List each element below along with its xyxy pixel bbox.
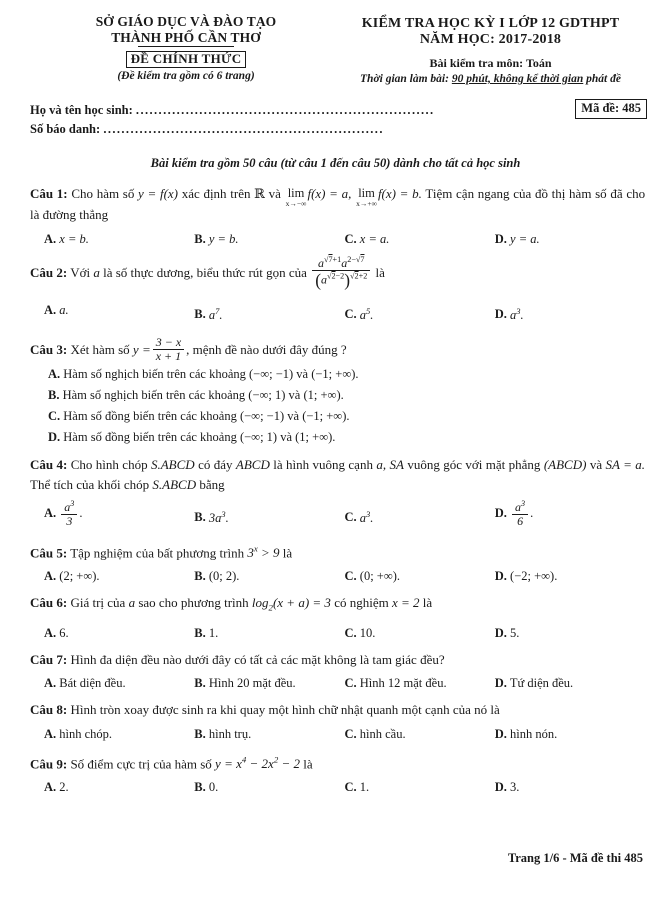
q3-fraction: $\frac{3 - x}{x + 1}$ <box>153 336 184 364</box>
q4-opt-c-text: $a^3$. <box>359 508 374 525</box>
question-2-option-c[interactable] <box>345 295 495 329</box>
q4-sa: SA <box>389 457 404 473</box>
q3-opt-c-text: Hàm số đồng biến trên các khoảng (−∞; −1) và (−1; +∞). <box>63 409 350 424</box>
q7-opt-a-text: Bát diện đều. <box>59 676 126 691</box>
question-7-option-c[interactable] <box>345 673 495 693</box>
q1-opt-a-letter: A. <box>44 231 57 246</box>
q6-opt-d-text: 5. <box>510 625 520 640</box>
question-9-label: Câu 9: <box>30 755 68 771</box>
q2-variable: a <box>93 264 100 280</box>
q4-text-part-6: Thể tích của khối chóp <box>30 476 150 492</box>
question-2-label: Câu 2: <box>30 264 68 280</box>
question-4-option-d[interactable]: D. $\frac{a^3}{6}$ . <box>494 498 534 529</box>
q1-limit-1-value: f(x) = a, <box>307 186 352 201</box>
q1-text-part-2: xác định trên ℝ và <box>181 186 281 201</box>
question-8-stem <box>30 700 645 720</box>
q4-opt-d-fraction: $\frac{a^3}{6}$ <box>512 499 528 529</box>
question-2-option-d[interactable] <box>495 295 645 329</box>
exam-code-badge: Mã đề: 485 <box>575 99 647 119</box>
q9-opt-b-letter: B. <box>194 780 206 795</box>
question-6-option-b[interactable] <box>194 623 344 643</box>
q3-opt-a-letter: A. <box>48 367 61 382</box>
question-8-option-c[interactable] <box>345 724 495 744</box>
question-3-option-a[interactable] <box>30 364 645 385</box>
question-6 <box>30 593 645 642</box>
q3-opt-b-text: Hàm số nghịch biến trên các khoảng (−∞; 1) và (1; +∞). <box>62 388 344 403</box>
question-9-option-d[interactable] <box>495 777 645 797</box>
q6-root: x = 2 <box>391 595 420 611</box>
q2-text-part-1: Với <box>70 264 91 280</box>
question-1-option-b[interactable] <box>194 229 344 249</box>
question-4-option-b[interactable] <box>194 498 344 532</box>
q8-opt-a-letter: A. <box>44 726 57 741</box>
q2-opt-c-letter: C. <box>344 307 357 322</box>
question-9-option-b[interactable] <box>194 777 344 797</box>
q2-opt-a-text: a. <box>59 303 69 318</box>
q3-y-equals: y = <box>132 341 151 357</box>
q4-opt-a-fraction: $\frac{a^3}{3}$ <box>61 499 77 529</box>
question-7-label: Câu 7: <box>30 651 68 667</box>
q6-opt-b-text: 1. <box>208 625 219 640</box>
q5-opt-c-text: (0; +∞). <box>359 569 401 584</box>
exam-title-line-1: KIỂM TRA HỌC KỲ I LỚP 12 GDTHPT <box>361 16 620 31</box>
q4-opt-b-text: $3a^3$. <box>208 508 229 525</box>
q1-limit-2-value: f(x) = b. <box>377 186 422 201</box>
q6-opt-a-text: 6. <box>59 625 69 640</box>
q1-opt-c-letter: C. <box>344 231 357 246</box>
q3-opt-b-letter: B. <box>48 388 60 403</box>
question-6-option-a[interactable] <box>44 623 194 643</box>
q4-text-part-7: bằng <box>199 476 225 492</box>
q9-text-part-2: là <box>303 755 313 771</box>
q6-text-part-4: là <box>422 595 433 611</box>
q7-opt-d-letter: D. <box>494 676 507 691</box>
q2-opt-b-letter: B. <box>194 307 206 322</box>
question-2-stem <box>30 256 645 292</box>
question-1-option-d[interactable] <box>495 229 645 249</box>
question-8-option-b[interactable] <box>194 724 344 744</box>
q5-opt-a-letter: A. <box>44 569 57 584</box>
q4-opt-c-letter: C. <box>344 510 357 525</box>
question-5-stem <box>30 540 645 563</box>
question-5-option-d[interactable] <box>495 566 645 586</box>
subject-line <box>336 56 645 71</box>
question-4-option-a[interactable]: A. $\frac{a^3}{3}$ . <box>44 498 83 529</box>
exam-title-line-2: NĂM HỌC: 2017-2018 <box>419 32 562 47</box>
q4-text-part-3: là hình vuông cạnh <box>273 457 373 473</box>
student-info-block <box>0 101 671 139</box>
q2-opt-a-letter: A. <box>44 303 57 318</box>
question-8-label: Câu 8: <box>30 702 68 718</box>
q1-opt-d-text: y = a. <box>510 231 540 246</box>
q6-text-part-3: có nghiệm <box>334 595 389 611</box>
question-1-stem <box>30 184 645 225</box>
q3-opt-c-letter: C. <box>48 409 61 424</box>
q8-opt-b-letter: B. <box>194 726 206 741</box>
question-3-option-d[interactable] <box>30 427 645 448</box>
question-2 <box>30 256 645 330</box>
q6-opt-c-letter: C. <box>344 625 357 640</box>
q7-opt-c-letter: C. <box>344 676 357 691</box>
q7-opt-d-text: Tứ diện đều. <box>509 676 574 691</box>
q8-opt-d-text: hình nón. <box>510 726 558 741</box>
q9-opt-d-letter: D. <box>494 780 507 795</box>
q6-opt-c-text: 10. <box>359 625 376 640</box>
question-4-stem <box>30 455 645 494</box>
question-7-option-d[interactable] <box>495 673 645 693</box>
q8-opt-c-text: hình cầu. <box>359 726 406 741</box>
q1-opt-b-text: y = b. <box>208 231 239 246</box>
q9-opt-a-letter: A. <box>44 780 57 795</box>
q6-opt-d-letter: D. <box>494 625 507 640</box>
q2-expression: $\frac{a^{√7+1}a^{2-√7}}{(a^{√2-2})^{√2+2}}$ <box>312 255 370 291</box>
q1-limit-2: lim x→+∞ <box>356 186 377 208</box>
q9-text-part-1: Số điểm cực trị của hàm số <box>70 755 212 771</box>
q6-opt-a-letter: A. <box>44 625 57 640</box>
q7-opt-b-letter: B. <box>194 676 206 691</box>
question-3-label: Câu 3: <box>30 341 68 357</box>
question-4-label: Câu 4: <box>30 457 68 473</box>
page-count-note: (Đề kiểm tra gồm có 6 trang) <box>117 70 255 83</box>
q4-solid-1: S.ABCD <box>150 457 195 473</box>
q3-text-part-2: , mệnh đề nào dưới đây đúng ? <box>186 341 347 357</box>
student-id-field[interactable]: .............................................................. <box>103 122 384 136</box>
q1-text-part-3: Tiệm cận ngang của đồ thị hàm số đã cho là đường thẳng <box>30 186 646 223</box>
exam-scope-note: Bài kiểm tra gồm 50 câu (từ câu 1 đến câu 50) dành cho tất cả học sinh <box>150 156 521 170</box>
department-line-1: SỞ GIÁO DỤC VÀ ĐÀO TẠO <box>95 14 277 29</box>
q1-opt-d-letter: D. <box>494 231 507 246</box>
q4-opt-d-letter: D. <box>494 506 507 521</box>
q2-opt-d-letter: D. <box>494 307 507 322</box>
q6-opt-b-letter: B. <box>194 625 206 640</box>
q6-text-part-1: Giá trị của <box>70 595 126 611</box>
question-3-option-c[interactable] <box>30 406 645 427</box>
q8-opt-b-text: hình trụ. <box>208 726 252 741</box>
question-2-options <box>30 295 645 329</box>
q7-opt-b-text: Hình 20 mặt đều. <box>208 676 296 691</box>
question-1 <box>30 184 645 249</box>
q4-sa-value: SA = a. <box>605 457 645 473</box>
student-name-label: Họ và tên học sinh: <box>30 103 133 117</box>
q5-opt-c-letter: C. <box>344 569 357 584</box>
duration-prefix: Thời gian làm bài: <box>360 73 449 85</box>
q8-opt-d-letter: D. <box>494 726 507 741</box>
question-4-option-c[interactable] <box>345 498 495 532</box>
q5-inequality: $3^x > 9$ <box>247 543 280 560</box>
q2-opt-d-text: $a^3$. <box>510 305 524 322</box>
header-divider-rule <box>138 46 234 47</box>
q2-opt-b-text: $a^7$. <box>208 305 223 322</box>
question-1-option-a[interactable] <box>44 229 194 249</box>
q5-text-part-1: Tập nghiệm của bất phương trình <box>70 544 245 560</box>
page-header <box>0 0 671 85</box>
question-9-options <box>30 777 645 797</box>
question-6-option-d[interactable] <box>495 623 645 643</box>
question-4-options <box>30 498 645 532</box>
q1-function: y = f(x) <box>138 186 179 201</box>
question-1-options <box>30 229 645 249</box>
duration-line <box>336 73 645 85</box>
question-6-stem <box>30 593 645 618</box>
q9-opt-a-text: 2. <box>59 780 69 795</box>
question-7-option-a[interactable] <box>44 673 194 693</box>
question-7-options <box>30 673 645 693</box>
question-9 <box>30 751 645 798</box>
official-exam-badge: ĐỀ CHÍNH THỨC <box>126 51 247 68</box>
question-7-text: Hình đa diện đều nào dưới đây có tất cả các mặt không là tam giác đều? <box>70 651 445 667</box>
question-7-option-b[interactable] <box>194 673 344 693</box>
question-4 <box>30 455 645 532</box>
q4-text-part-2: có đáy <box>198 457 233 473</box>
student-id-label: Số báo danh: <box>30 122 101 136</box>
question-9-option-c[interactable] <box>345 777 495 797</box>
q5-opt-a-text: (2; +∞). <box>59 569 100 584</box>
question-6-option-c[interactable] <box>345 623 495 643</box>
question-2-option-a[interactable] <box>44 295 194 329</box>
question-8-option-d[interactable] <box>495 724 645 744</box>
q4-edge: a, <box>376 457 387 473</box>
question-5-option-b[interactable] <box>194 566 344 586</box>
q4-base: ABCD <box>235 457 270 473</box>
q5-opt-d-text: (−2; +∞). <box>510 569 558 584</box>
q5-opt-b-text: (0; 2). <box>208 569 240 584</box>
question-9-stem <box>30 751 645 774</box>
duration-suffix: phát đề <box>586 73 621 85</box>
q6-variable: a <box>128 595 136 611</box>
header-left-block <box>26 14 336 85</box>
question-5-options <box>30 566 645 586</box>
questions-container <box>0 184 671 797</box>
q8-opt-c-letter: C. <box>344 726 357 741</box>
q2-text-part-2: là số thực dương, biểu thức rút gọn của <box>103 264 307 280</box>
question-3-stem <box>30 334 645 365</box>
question-9-option-a[interactable] <box>44 777 194 797</box>
subject-label: Bài kiểm tra môn: <box>429 56 524 70</box>
q7-opt-c-text: Hình 12 mặt đều. <box>359 676 447 691</box>
question-2-option-b[interactable] <box>194 295 344 329</box>
question-6-label: Câu 6: <box>30 595 68 611</box>
q3-opt-d-text: Hàm số đồng biến trên các khoảng (−∞; 1) và (1; +∞). <box>63 430 336 445</box>
q5-text-part-2: là <box>282 544 293 560</box>
q9-opt-c-letter: C. <box>344 780 357 795</box>
question-7-stem <box>30 650 645 670</box>
student-id-row <box>30 120 645 139</box>
q1-opt-b-letter: B. <box>194 231 206 246</box>
question-3 <box>30 334 645 449</box>
q1-opt-a-text: x = b. <box>59 231 89 246</box>
question-1-option-c[interactable] <box>345 229 495 249</box>
q4-text-part-1: Cho hình chóp <box>70 457 148 473</box>
q4-text-part-4: vuông góc với mặt phẳng <box>407 457 541 473</box>
question-5-option-c[interactable] <box>345 566 495 586</box>
question-8-option-a[interactable] <box>44 724 194 744</box>
question-8-options <box>30 724 645 744</box>
duration-value: 90 phút, không kể thời gian <box>451 73 584 85</box>
department-line-2: THÀNH PHỐ CẦN THƠ <box>111 29 261 45</box>
question-5 <box>30 540 645 587</box>
q9-function: $y = x^4 - 2x^2 - 2$ <box>215 754 301 771</box>
q4-opt-b-letter: B. <box>194 510 206 525</box>
q6-text-part-2: sao cho phương trình <box>138 595 249 611</box>
page-footer: Trang 1/6 - Mã đề thi 485 <box>507 851 643 865</box>
question-1-label: Câu 1: <box>30 186 68 201</box>
q9-opt-b-text: 0. <box>208 780 219 795</box>
q6-equation: $\log_2(x + a) = 3$ <box>251 595 331 614</box>
q3-opt-a-text: Hàm số nghịch biến trên các khoảng (−∞; −1) và (−1; +∞). <box>63 367 359 382</box>
q8-opt-a-text: hình chóp. <box>59 726 113 741</box>
q3-text-part-1: Xét hàm số <box>70 341 130 357</box>
q1-limit-1: lim x→−∞ <box>285 186 307 208</box>
q4-solid-2: S.ABCD <box>152 476 197 492</box>
q9-opt-c-text: 1. <box>359 780 370 795</box>
header-right-block <box>336 14 645 85</box>
q1-text-part-1: Cho hàm số <box>71 186 135 201</box>
q5-opt-b-letter: B. <box>194 569 206 584</box>
student-name-row <box>30 101 645 120</box>
q4-opt-a-letter: A. <box>44 506 57 521</box>
q4-text-part-5: và <box>589 457 603 473</box>
question-6-options <box>30 623 645 643</box>
question-5-option-a[interactable] <box>44 566 194 586</box>
question-8-text: Hình tròn xoay được sinh ra khi quay một hình chữ nhật quanh một cạnh của nó là <box>70 702 500 718</box>
question-3-option-b[interactable] <box>30 385 645 406</box>
question-3-options <box>30 364 645 448</box>
q3-opt-d-letter: D. <box>48 430 61 445</box>
subject-value: Toán <box>525 56 552 70</box>
q2-text-part-3: là <box>375 264 385 280</box>
q5-opt-d-letter: D. <box>494 569 507 584</box>
q1-opt-c-text: x = a. <box>359 231 390 246</box>
question-8 <box>30 700 645 744</box>
student-name-field[interactable]: .................................................................. <box>135 103 435 117</box>
q2-opt-c-text: $a^5$. <box>359 305 374 322</box>
q7-opt-a-letter: A. <box>44 676 57 691</box>
question-5-label: Câu 5: <box>30 544 68 560</box>
q4-plane: (ABCD) <box>543 457 587 473</box>
question-7 <box>30 650 645 694</box>
q9-opt-d-text: 3. <box>510 780 520 795</box>
